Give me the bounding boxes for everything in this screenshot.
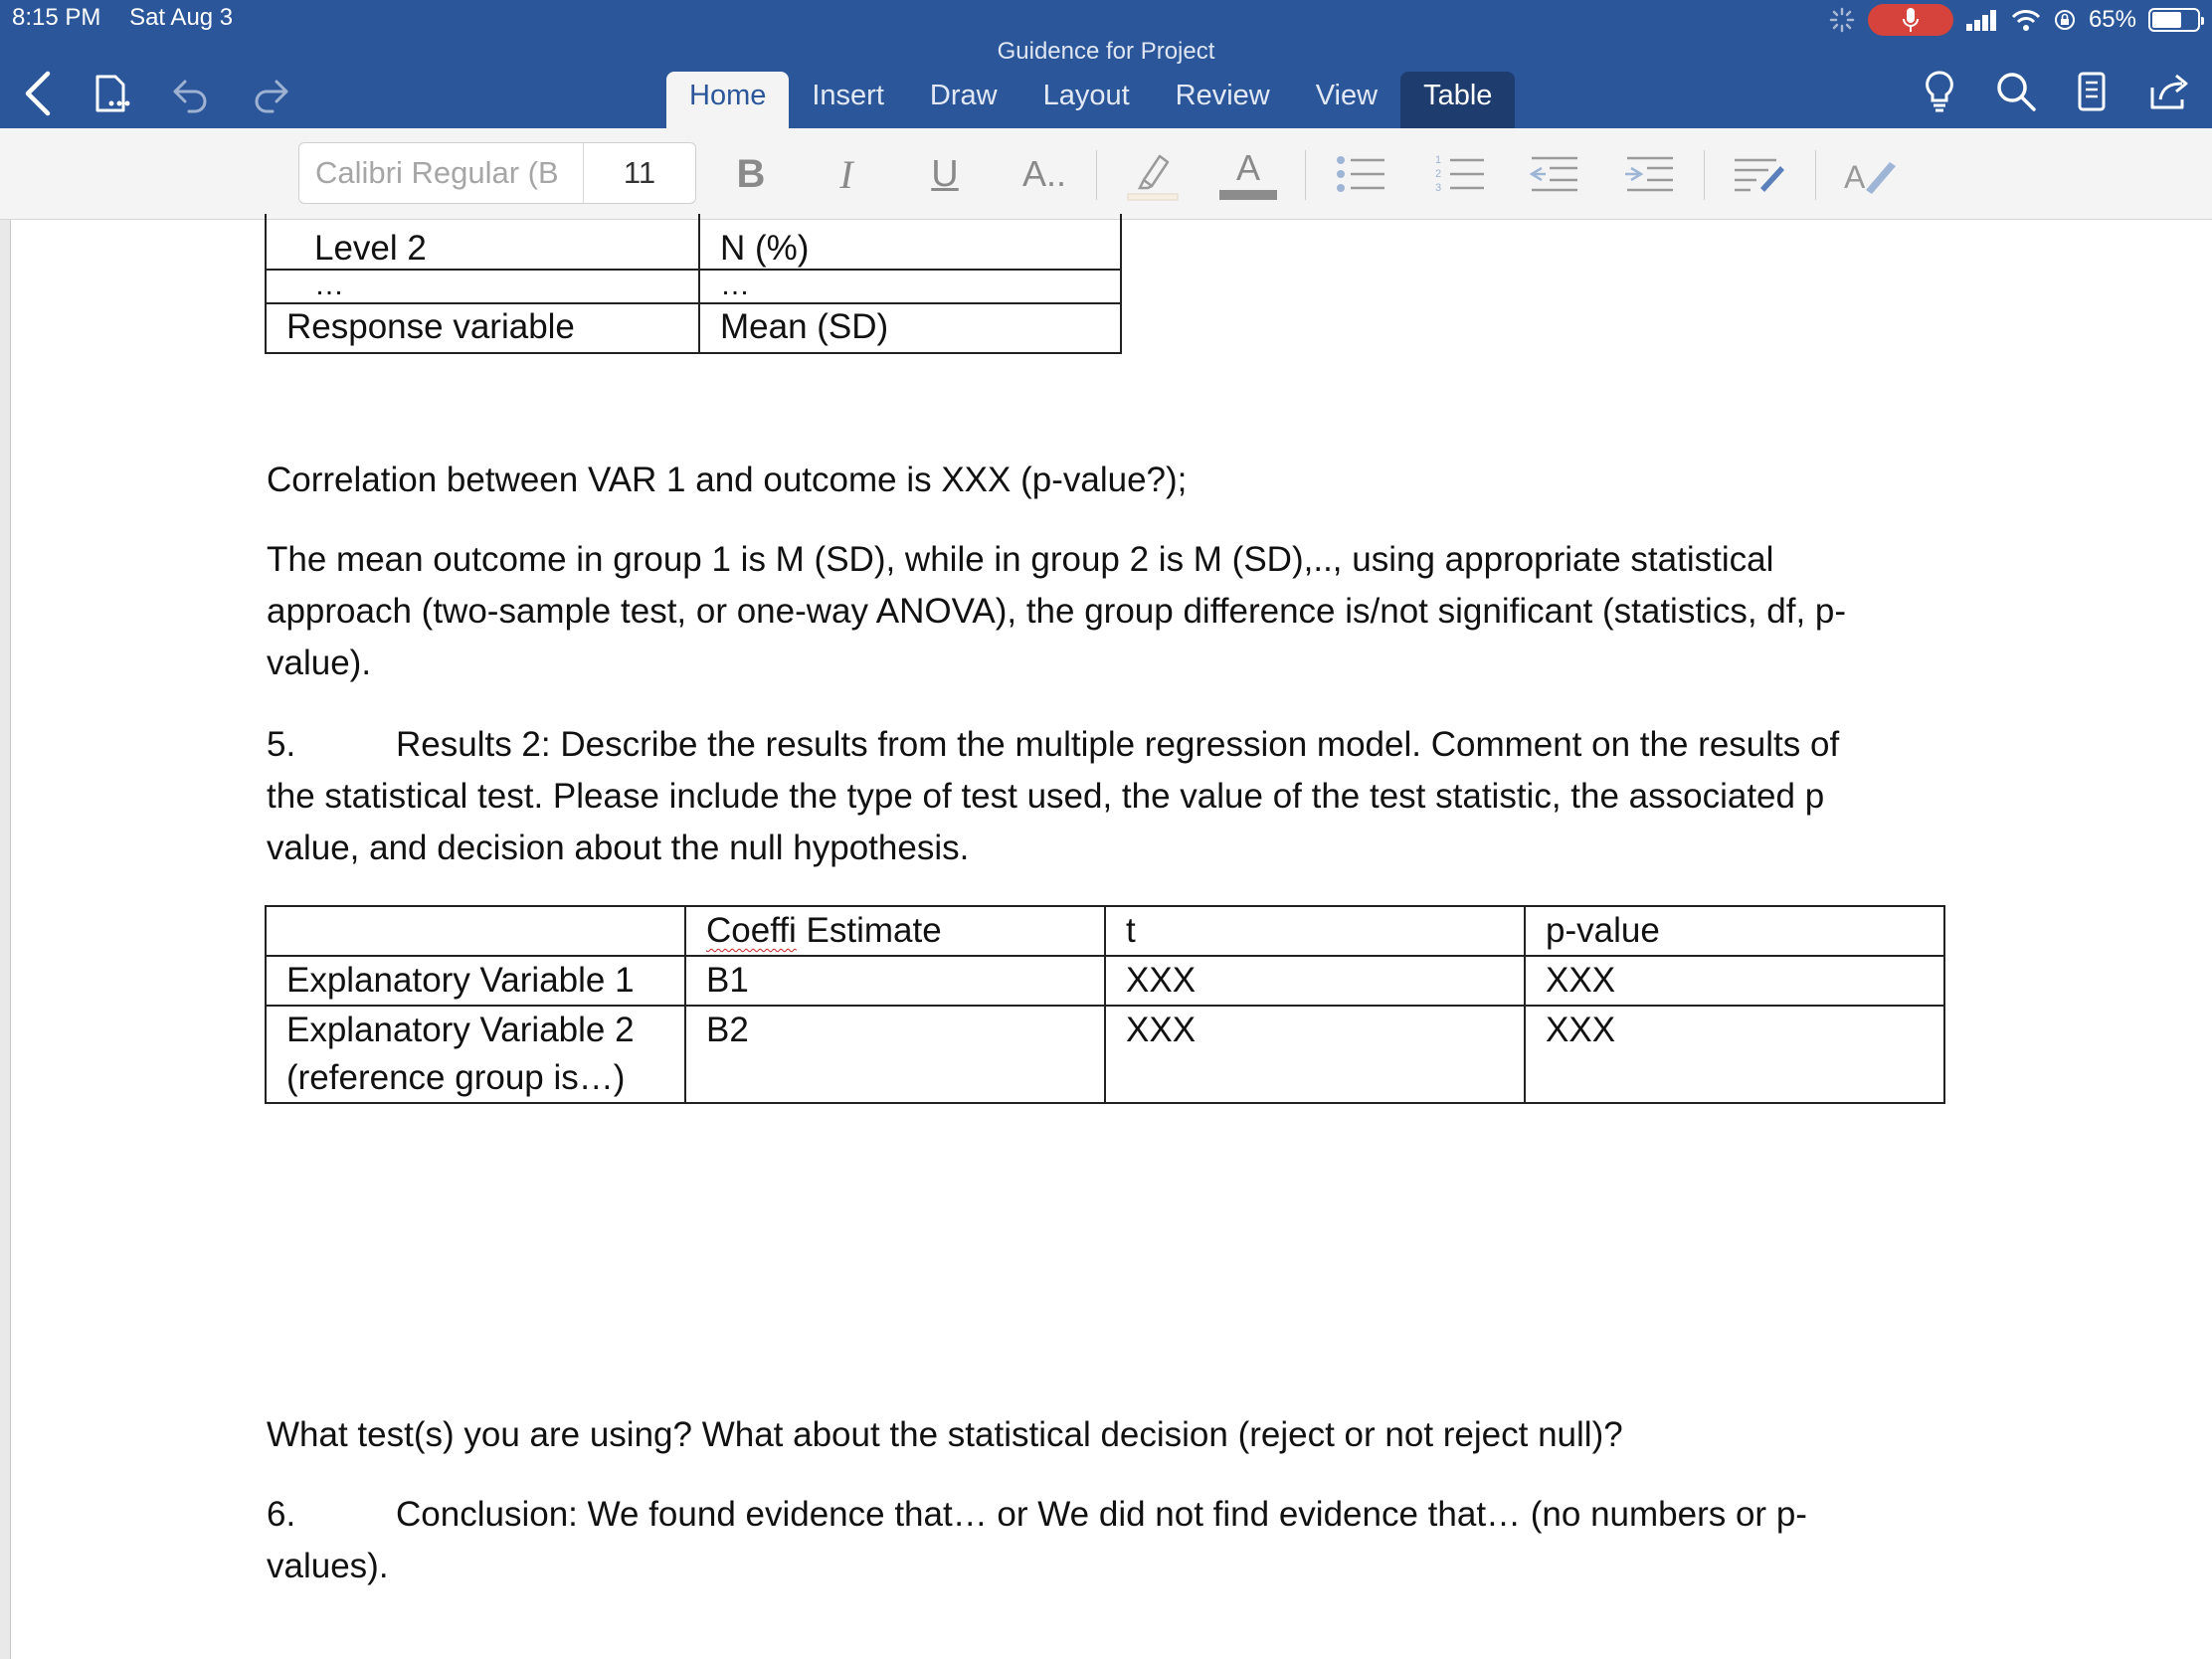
status-time: 8:15 PM	[12, 4, 101, 31]
paragraph-line	[267, 1489, 1977, 1541]
table-row	[266, 956, 1944, 1006]
table-header-cell[interactable]	[685, 906, 1105, 956]
decrease-indent-button[interactable]	[1524, 146, 1583, 202]
paragraph-line: value).	[267, 644, 372, 682]
spelling-flagged-word[interactable]: Coeffi	[706, 911, 797, 950]
lightbulb-icon[interactable]	[1924, 70, 1955, 113]
table-cell[interactable]: Explanatory Variable 1	[266, 956, 685, 1006]
regression-table	[265, 905, 1945, 1104]
back-chevron-icon[interactable]	[22, 70, 52, 117]
tab-home[interactable]: Home	[666, 72, 789, 128]
table-cell[interactable]: …	[699, 270, 1121, 303]
ribbon-separator	[1815, 150, 1816, 200]
tab-insert[interactable]: Insert	[812, 80, 884, 111]
table-row	[266, 303, 1121, 353]
table-header-cell[interactable]: t	[1105, 906, 1525, 956]
status-date: Sat Aug 3	[129, 4, 234, 31]
table-row	[266, 270, 1121, 303]
paragraph-test-question[interactable]: What test(s) you are using? What about the statistical decision (reject or not reject null)?	[267, 1415, 1623, 1454]
font-color-swatch	[1219, 190, 1277, 200]
file-menu-icon[interactable]	[92, 74, 131, 113]
table-cell[interactable]: B1	[685, 956, 1105, 1006]
cell-line: (reference group is…)	[286, 1058, 626, 1097]
paragraph-line: values).	[267, 1547, 389, 1585]
numbered-list-icon	[1434, 152, 1486, 196]
table-cell[interactable]: Mean (SD)	[699, 303, 1121, 353]
paragraph-correlation[interactable]: Correlation between VAR 1 and outcome is XXX (p-value?);	[267, 461, 1188, 499]
table-cell[interactable]: N (%)	[699, 214, 1121, 270]
tab-layout[interactable]: Layout	[1042, 80, 1130, 111]
undo-icon[interactable]	[171, 74, 211, 113]
table-cell[interactable]: XXX	[1105, 1006, 1525, 1103]
share-icon[interactable]	[2146, 72, 2190, 111]
redo-icon[interactable]	[251, 74, 290, 113]
paragraph-line: the statistical test. Please include the type of test used, the value of the test statistic, the associated p	[267, 777, 1825, 816]
ribbon-separator	[1704, 150, 1705, 200]
tab-review[interactable]: Review	[1175, 80, 1270, 111]
bold-button[interactable]: B	[736, 151, 766, 196]
svg-text:3: 3	[1435, 182, 1442, 194]
font-color-glyph: A	[1235, 147, 1260, 188]
header-text: Estimate	[796, 911, 942, 950]
table-row	[266, 214, 1121, 270]
title-bar	[0, 0, 2212, 128]
tab-view[interactable]: View	[1315, 80, 1379, 111]
paragraph-styles-icon	[1731, 152, 1786, 196]
bullets-button[interactable]	[1331, 146, 1390, 202]
svg-text:2: 2	[1435, 168, 1442, 180]
paragraph-line: approach (two-sample test, or one-way ANOVA), the group difference is/not significant (statistics, df, p-	[267, 592, 1847, 631]
table-cell[interactable]: Level 2	[266, 214, 699, 270]
styles-button[interactable]	[1729, 146, 1788, 202]
bullet-list-icon	[1335, 152, 1386, 196]
font-size-field[interactable]: 11	[623, 155, 656, 190]
ribbon-separator	[1305, 150, 1306, 200]
table-header-cell[interactable]: p-value	[1525, 906, 1944, 956]
font-color-button[interactable]	[1218, 146, 1278, 202]
paragraph-line: value, and decision about the null hypothesis.	[267, 829, 970, 867]
table-cell[interactable]	[266, 1006, 685, 1103]
font-name-field[interactable]: Calibri Regular (B	[299, 143, 584, 203]
italic-button[interactable]: I	[839, 151, 853, 197]
mobile-view-icon[interactable]	[2077, 71, 2107, 112]
numbering-button[interactable]	[1430, 146, 1490, 202]
paragraph-line	[267, 719, 1977, 771]
battery-icon	[2148, 8, 2200, 32]
highlighter-icon	[1124, 146, 1180, 202]
table-header-row	[266, 906, 1944, 956]
search-icon[interactable]	[1995, 71, 2037, 112]
tab-draw[interactable]: Draw	[929, 80, 998, 111]
document-page[interactable]	[10, 220, 2212, 1659]
list-number: 5.	[267, 725, 296, 764]
status-bar-left	[12, 4, 255, 32]
table-cell[interactable]: B2	[685, 1006, 1105, 1103]
table-cell[interactable]: XXX	[1525, 956, 1944, 1006]
tab-table[interactable]: Table	[1400, 72, 1515, 128]
svg-text:A: A	[1844, 159, 1866, 195]
summary-table	[265, 214, 1122, 354]
font-selector	[298, 142, 696, 204]
more-formatting-button[interactable]: A..	[1021, 153, 1066, 194]
increase-indent-icon	[1623, 152, 1675, 196]
wifi-icon	[2011, 9, 2041, 31]
microphone-indicator	[1868, 4, 1953, 36]
table-cell[interactable]: Response variable	[266, 303, 699, 353]
activity-icon	[1828, 6, 1856, 34]
paragraph-group-means[interactable]	[267, 534, 1846, 689]
table-cell[interactable]: XXX	[1525, 1006, 1944, 1103]
status-bar-right	[1828, 2, 2200, 38]
battery-percent: 65%	[2088, 6, 2136, 33]
increase-indent-button[interactable]	[1619, 146, 1679, 202]
nav-left-group	[22, 70, 290, 117]
svg-text:1: 1	[1435, 154, 1442, 166]
microphone-icon	[1902, 7, 1920, 33]
table-row	[266, 1006, 1944, 1103]
highlight-button[interactable]	[1122, 146, 1182, 202]
nav-right-group	[1924, 70, 2190, 113]
list-number: 6.	[267, 1495, 296, 1534]
format-painter-icon	[1842, 152, 1898, 196]
list-text: Results 2: Describe the results from the multiple regression model. Comment on the results of	[396, 725, 1840, 764]
clear-formatting-button[interactable]	[1840, 146, 1900, 202]
table-cell[interactable]: …	[266, 270, 699, 303]
cell-line: Explanatory Variable 2	[286, 1011, 635, 1049]
underline-button[interactable]: U	[931, 152, 959, 195]
list-item-5[interactable]	[267, 719, 1977, 874]
home-ribbon	[0, 128, 2212, 220]
list-text: Conclusion: We found evidence that… or We did not find evidence that… (no numbers or p-	[396, 1495, 1807, 1534]
orientation-lock-icon	[2053, 8, 2077, 32]
document-title: Guidence for Project	[997, 38, 1215, 65]
ribbon-separator	[1096, 150, 1097, 200]
ribbon-tabs	[666, 72, 1515, 128]
paragraph-line: The mean outcome in group 1 is M (SD), while in group 2 is M (SD),.., using appropriate statistical	[267, 540, 1774, 579]
decrease-indent-icon	[1528, 152, 1579, 196]
table-cell[interactable]: XXX	[1105, 956, 1525, 1006]
table-header-cell[interactable]	[266, 906, 685, 956]
cellular-signal-icon	[1965, 9, 1999, 31]
list-item-6[interactable]	[267, 1489, 1977, 1592]
